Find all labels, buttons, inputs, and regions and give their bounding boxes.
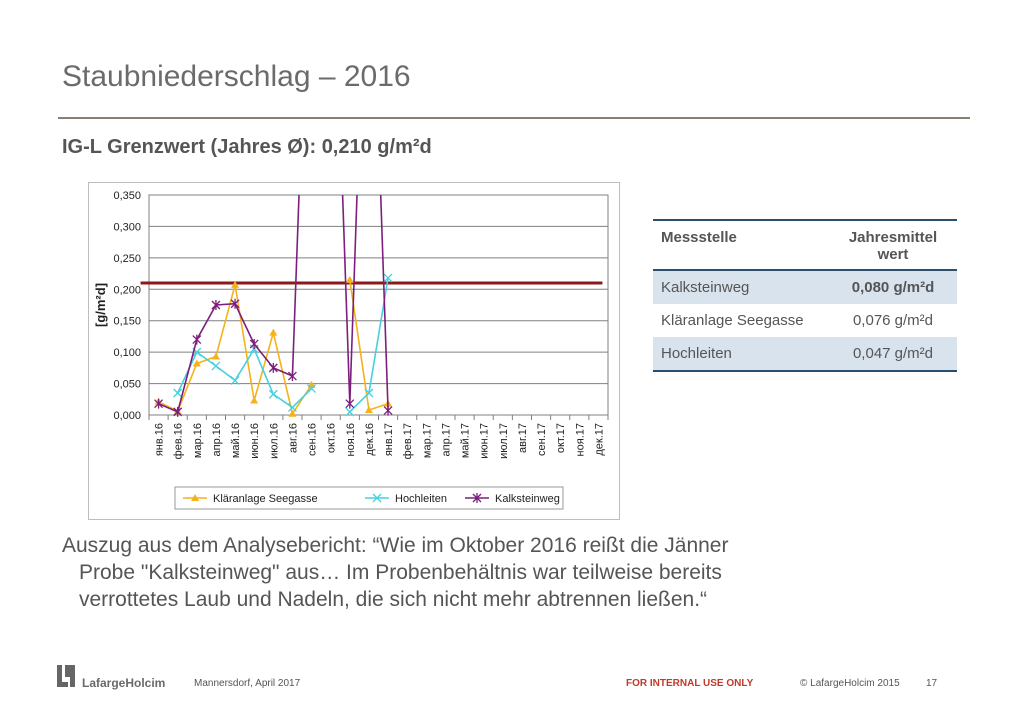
x-tick-label: ноя.17 — [574, 423, 587, 457]
x-tick-label: июл.17 — [497, 423, 510, 459]
dust-chart — [88, 182, 620, 520]
data-point-kalksteinweg — [174, 407, 182, 417]
x-tick-label: янв.17 — [383, 423, 396, 457]
station-value: 0,047 g/m²d — [829, 337, 957, 371]
footer-location: Mannersdorf, April 2017 — [194, 678, 301, 689]
station-name: Hochleiten — [653, 337, 829, 371]
table-row — [653, 337, 957, 371]
x-tick-label: дек.17 — [593, 423, 606, 456]
x-tick-label: фев.16 — [172, 423, 185, 460]
page-number: 17 — [926, 678, 938, 689]
footer-internal-notice: FOR INTERNAL USE ONLY — [626, 678, 754, 689]
data-point-kl-ranlage-seegasse — [308, 381, 316, 388]
footer-copyright: © LafargeHolcim 2015 — [800, 678, 900, 689]
station-value: 0,080 g/m²d — [829, 270, 957, 304]
y-tick-label: 0,350 — [113, 190, 141, 202]
data-point-hochleiten — [212, 362, 220, 370]
x-tick-label: сен.17 — [536, 423, 549, 456]
header-station: Messstelle — [653, 220, 829, 270]
x-tick-label: апр.16 — [210, 423, 223, 457]
slide-title: Staubniederschlag – 2016 — [62, 60, 411, 93]
table-row — [653, 270, 957, 304]
x-tick-label: июн.16 — [249, 423, 262, 459]
title-divider — [58, 117, 970, 119]
x-tick-label: сен.16 — [306, 423, 319, 456]
x-tick-label: авг.16 — [287, 423, 300, 453]
data-point-hochleiten — [269, 390, 277, 398]
data-point-hochleiten — [174, 389, 182, 397]
x-tick-label: май.17 — [459, 423, 472, 459]
y-tick-label: 0,250 — [113, 252, 141, 265]
station-name: Kläranlage Seegasse — [661, 312, 804, 329]
data-point-kalksteinweg — [250, 339, 258, 349]
x-tick-label: май.16 — [230, 423, 243, 459]
data-point-kl-ranlage-seegasse — [269, 329, 277, 336]
data-point-kl-ranlage-seegasse — [346, 276, 354, 283]
slide-subtitle: IG-L Grenzwert (Jahres Ø): 0,210 g/m²d — [62, 136, 432, 158]
y-tick-label: 0,050 — [113, 378, 141, 391]
header-annual-mean: Jahresmittel wert — [829, 220, 957, 270]
footer-brand: LafargeHolcim — [82, 676, 166, 690]
y-tick-label: 0,000 — [113, 410, 141, 422]
data-point-kalksteinweg — [346, 399, 354, 409]
y-tick-label: 0,100 — [113, 347, 141, 360]
y-tick-label: 0,200 — [113, 284, 141, 297]
data-point-kl-ranlage-seegasse — [212, 353, 220, 360]
x-tick-label: окт.16 — [325, 423, 338, 454]
y-tick-label: 0,300 — [113, 221, 141, 234]
station-name: Kalksteinweg — [653, 270, 829, 304]
chart-svg — [89, 183, 619, 519]
x-tick-label: июл.16 — [268, 423, 281, 459]
annual-mean-table — [653, 219, 957, 372]
x-tick-label: фев.17 — [402, 423, 415, 460]
x-tick-label: янв.16 — [153, 423, 166, 457]
quote-line: Auszug aus dem Analysebericht: “Wie im Oktober 2016 reißt die Jänner — [62, 534, 729, 557]
table-row — [653, 304, 957, 337]
quote-line: Probe "Kalksteinweg" aus… Im Probenbehältnis war teilweise bereits — [79, 561, 722, 584]
report-quote — [62, 532, 862, 613]
x-tick-label: июн.17 — [478, 423, 491, 459]
x-tick-label: мар.17 — [421, 423, 434, 459]
legend-label: Kläranlage Seegasse — [213, 493, 318, 505]
x-tick-label: апр.17 — [440, 423, 453, 457]
table-header-row — [653, 220, 957, 270]
data-point-kalksteinweg — [193, 335, 201, 345]
x-tick-label: ноя.16 — [344, 423, 357, 457]
legend-label: Hochleiten — [395, 493, 447, 505]
data-point-kalksteinweg — [288, 371, 296, 381]
station-value: 0,076 g/m²d — [852, 312, 934, 329]
data-point-kalksteinweg — [269, 363, 277, 373]
x-tick-label: дек.16 — [363, 423, 376, 456]
x-tick-label: окт.17 — [555, 423, 568, 454]
lafargeholcim-logo-icon — [57, 663, 75, 689]
y-axis-label: [g/m²d] — [93, 282, 108, 328]
data-point-kl-ranlage-seegasse — [250, 397, 258, 404]
x-tick-label: мар.16 — [191, 423, 204, 459]
series-line-hochleiten — [178, 278, 388, 412]
legend-label: Kalksteinweg — [495, 493, 560, 505]
series-line-kalksteinweg — [159, 183, 389, 412]
quote-line: verrottetes Laub und Nadeln, die sich nicht mehr abtrennen ließen.“ — [79, 588, 708, 611]
x-tick-label: авг.17 — [516, 423, 529, 453]
y-tick-label: 0,150 — [113, 315, 141, 328]
data-point-kalksteinweg — [384, 406, 392, 416]
